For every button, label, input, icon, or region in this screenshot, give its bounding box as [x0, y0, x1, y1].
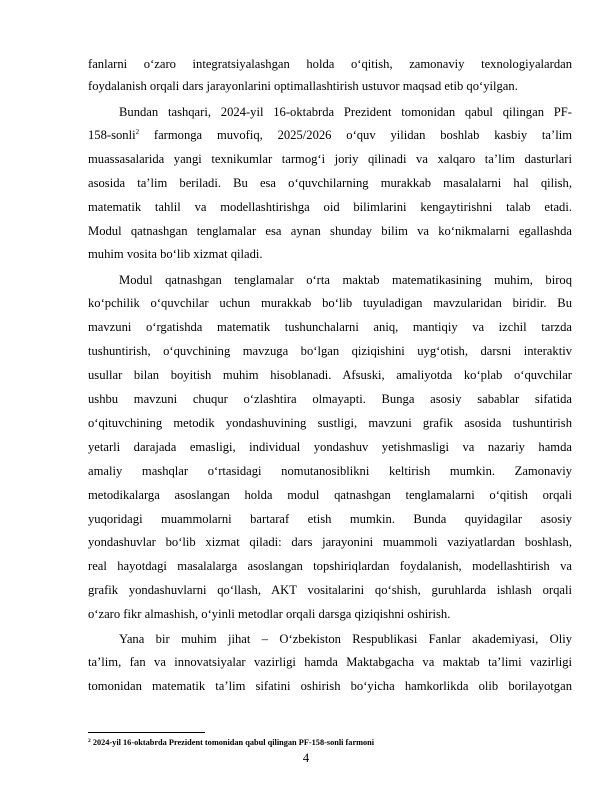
text-line: o‘zaro fikr almashish, o‘yinli metodlar orqali darsga qiziqishni oshirish.	[88, 607, 451, 621]
text-line: real hayotdagi masalalarga asoslangan topshiriqlardan foydalanish, modellashtirish va	[88, 559, 572, 573]
footnote-number: 2	[88, 738, 91, 744]
footnote-reference[interactable]: 2	[135, 128, 140, 136]
text-line: asosida ta’lim beriladi. Bu esa o‘quvchilarning murakkab masalalarni hal qilish,	[88, 176, 572, 190]
text-line: ko‘pchilik o‘quvchilar uchun murakkab bo‘lib tuyuladigan mavzularidan biridir. Bu	[88, 296, 572, 310]
text-line-with-footnote	[88, 127, 572, 143]
text-line: tushuntirish, o‘quvchining mavzuga bo‘lgan qiziqishini uyg‘otish, darsni interaktiv	[88, 344, 572, 358]
footnote-text: 2024-yil 16-oktabrda Prezident tomonidan qabul qilingan PF-158-sonli farmoni	[92, 738, 375, 747]
text-line: metodikalarga asoslangan holda modul qatnashgan tenglamalarni o‘qitish orqali	[88, 488, 572, 502]
text-line: o‘qituvchining metodik yondashuvining sustligi, mavzuni grafik asosida tushuntirish	[88, 416, 572, 430]
text-line: mavzuni o‘rgatishda matematik tushunchalarni aniq, mantiqiy va izchil tarzda	[88, 320, 572, 334]
text-line: amaliy mashqlar o‘rtasidagi nomutanosiblikni keltirish mumkin. Zamonaviy	[88, 464, 572, 478]
text-line: Modul qatnashgan tenglamalar esa aynan shunday bilim va ko‘nikmalarni egallashda	[88, 224, 572, 238]
text-line: matematik tahlil va modellashtirishga oid bilimlarini kengaytirishni talab etadi.	[88, 200, 572, 214]
text-line: foydalanish orqali dars jarayonlarini optimallashtirish ustuvor maqsad etib qo‘yilgan.	[88, 79, 518, 93]
text-segment: 158-sonli	[88, 128, 136, 142]
text-segment: farmonga muvofiq, 2025/2026 o‘quv yilidan boshlab kasbiy ta’lim	[153, 128, 572, 142]
text-line: tomonidan matematik ta’lim sifatini oshirish bo‘yicha hamkorlikda olib borilayotgan	[88, 679, 572, 693]
text-line: yetarli darajada emasligi, individual yondashuv yetishmasligi va nazariy hamda	[88, 440, 572, 454]
footnote-separator	[88, 732, 205, 733]
paragraph-start-line: Yana bir muhim jihat – O‘zbekiston Respublikasi Fanlar akademiyasi, Oliy	[119, 632, 572, 646]
text-line: usullar bilan boyitish muhim hisoblanadi. Afsuski, amaliyotda ko‘plab o‘quvchilar	[88, 368, 572, 382]
text-line: ta’lim, fan va innovatsiyalar vazirligi hamda Maktabgacha va maktab ta’limi vazirligi	[88, 655, 572, 669]
page-number: 4	[302, 751, 310, 765]
text-line: fanlarni o‘zaro integratsiyalashgan holda o‘qitish, zamonaviy texnologiyalardan	[88, 57, 572, 71]
text-line: yuqoridagi muammolarni bartaraf etish mumkin. Bunda quyidagilar asosiy	[88, 512, 572, 526]
footnote	[88, 737, 374, 748]
text-line: muhim vosita bo‘lib xizmat qiladi.	[88, 247, 263, 261]
text-line: yondashuvlar bo‘lib xizmat qiladi: dars jarayonini muammoli vaziyatlardan boshlash,	[88, 535, 572, 549]
paragraph-start-line: Bundan tashqari, 2024-yil 16-oktabrda Prezident tomonidan qabul qilingan PF-	[119, 105, 572, 119]
text-line: ushbu mavzuni chuqur o‘zlashtira olmayapti. Bunga asosiy sabablar sifatida	[88, 392, 572, 406]
text-line: grafik yondashuvlarni qo‘llash, AKT vositalarini qo‘shish, guruhlarda ishlash orqali	[88, 583, 572, 597]
text-line: muassasalarida yangi texnikumlar tarmog‘i joriy qilinadi va xalqaro ta’lim dasturlari	[88, 152, 572, 166]
paragraph-start-line: Modul qatnashgan tenglamalar o‘rta maktab matematikasining muhim, biroq	[119, 273, 572, 287]
